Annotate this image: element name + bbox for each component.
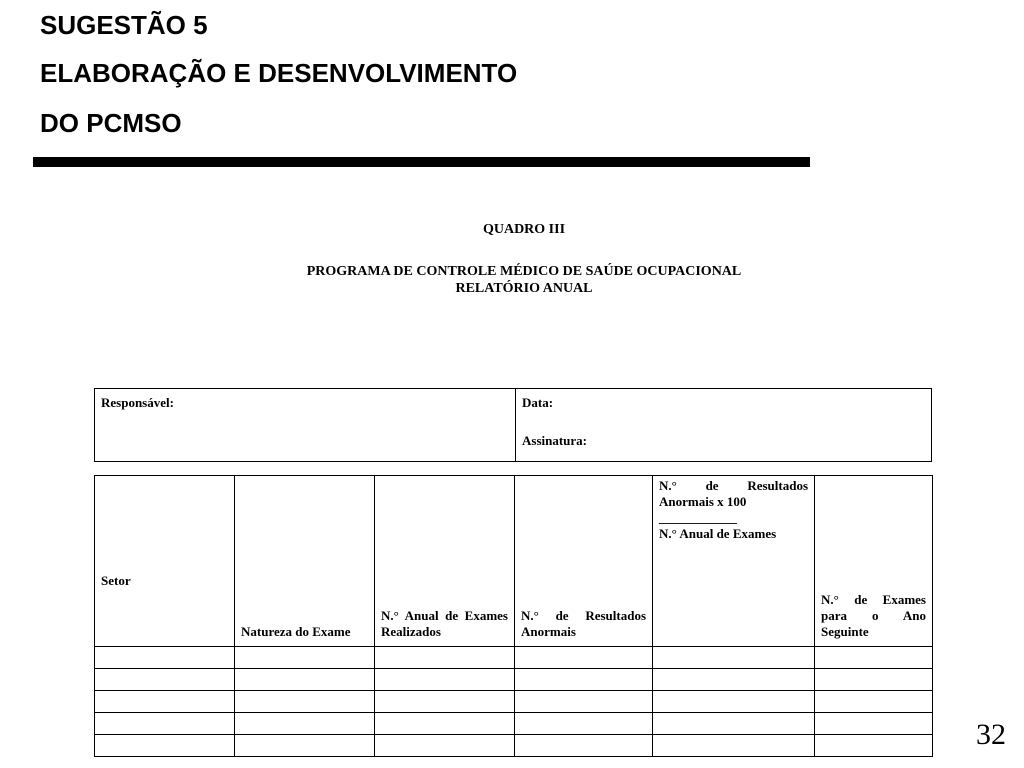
- table-cell[interactable]: [653, 691, 815, 713]
- header-line-1: SUGESTÃO 5: [40, 10, 208, 40]
- table-cell[interactable]: [515, 735, 653, 757]
- table-cell[interactable]: [375, 713, 515, 735]
- table-cell[interactable]: [235, 735, 375, 757]
- header-line-2: ELABORAÇÃO E DESENVOLVIMENTO: [40, 58, 518, 88]
- header-line-3: DO PCMSO: [40, 108, 182, 138]
- table-cell[interactable]: [653, 735, 815, 757]
- table-cell[interactable]: [515, 713, 653, 735]
- data-assinatura-cell[interactable]: [516, 389, 932, 462]
- table-cell[interactable]: [815, 669, 933, 691]
- table-cell[interactable]: [815, 713, 933, 735]
- col-header-resultados-anormais: N.° de Resultados Anormais: [515, 476, 653, 647]
- ratio-divider: ____________: [659, 510, 737, 525]
- table-cell[interactable]: [235, 647, 375, 669]
- program-title: PROGRAMA DE CONTROLE MÉDICO DE SAÚDE OCUPACIONAL: [306, 264, 742, 279]
- table-row: [95, 647, 933, 669]
- table-row: [95, 669, 933, 691]
- col-header-ano-seguinte: N.° de Exames para o Ano Seguinte: [815, 476, 933, 647]
- table-cell[interactable]: [515, 691, 653, 713]
- table-cell[interactable]: [375, 735, 515, 757]
- table-cell[interactable]: [815, 647, 933, 669]
- table-cell[interactable]: [515, 647, 653, 669]
- col-header-ratio: [653, 476, 815, 647]
- table-cell[interactable]: [815, 735, 933, 757]
- page-number: 32: [976, 718, 1006, 751]
- table-cell[interactable]: [653, 713, 815, 735]
- table-row: [95, 713, 933, 735]
- col-header-anual-exames: N.° Anual de Exames Realizados: [375, 476, 515, 647]
- table-cell[interactable]: [95, 669, 235, 691]
- info-table: [94, 388, 932, 462]
- table-cell[interactable]: [235, 713, 375, 735]
- table-row: [95, 735, 933, 757]
- responsavel-cell[interactable]: [95, 389, 516, 462]
- table-cell[interactable]: [95, 713, 235, 735]
- table-cell[interactable]: [95, 691, 235, 713]
- table-header-row: [95, 476, 933, 647]
- table-cell[interactable]: [375, 647, 515, 669]
- table-cell[interactable]: [235, 691, 375, 713]
- table-cell[interactable]: [95, 735, 235, 757]
- table-cell[interactable]: [653, 669, 815, 691]
- table-cell[interactable]: [375, 669, 515, 691]
- ratio-numerator: N.° de Resultados Anormais x 100: [659, 478, 808, 509]
- col-header-setor: Setor: [95, 476, 235, 647]
- assinatura-label: Assinatura:: [522, 433, 588, 448]
- quadro-label: QUADRO III: [482, 222, 566, 237]
- report-subtitle: RELATÓRIO ANUAL: [455, 281, 593, 296]
- table-row: [95, 691, 933, 713]
- table-cell[interactable]: [515, 669, 653, 691]
- header-divider: [33, 157, 810, 167]
- table-cell[interactable]: [95, 647, 235, 669]
- ratio-denominator: N.° Anual de Exames: [659, 526, 777, 541]
- data-label: Data:: [522, 395, 554, 410]
- table-cell[interactable]: [815, 691, 933, 713]
- exam-report-table: [94, 475, 933, 757]
- table-cell[interactable]: [653, 647, 815, 669]
- responsavel-label: Responsável:: [101, 395, 174, 410]
- table-cell[interactable]: [375, 691, 515, 713]
- table-cell[interactable]: [235, 669, 375, 691]
- report-title: [12, 263, 1024, 297]
- col-header-natureza: Natureza do Exame: [235, 476, 375, 647]
